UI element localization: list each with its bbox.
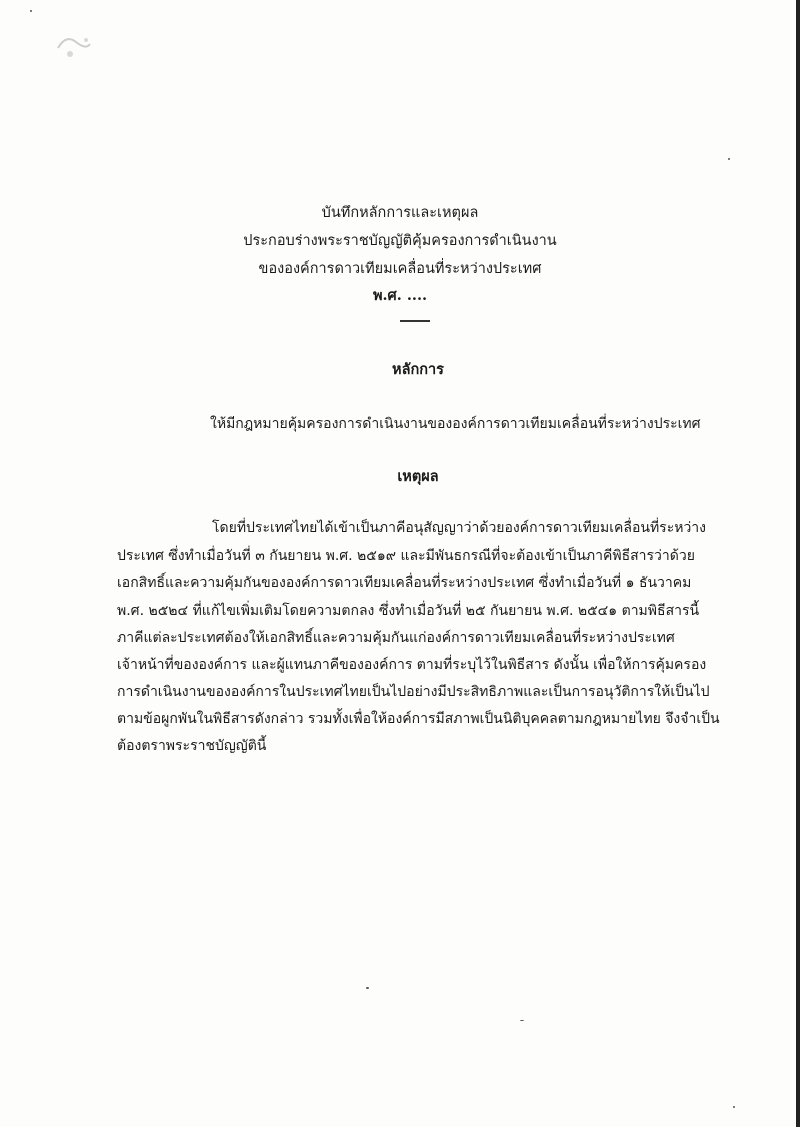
scan-speck — [733, 1106, 735, 1108]
reason-line: เจ้าหน้าที่ขององค์การ และผู้แทนภาคีขององค์การ ตามที่ระบุไว้ในพิธีสาร ดังนั้น เพื่อให้การคุ้มครอง — [117, 657, 707, 673]
reason-line: พ.ศ. ๒๕๒๔ ที่แก้ไขเพิ่มเติมโดยความตกลง ซึ่งทำเมื่อวันที่ ๒๕ กันยายน พ.ศ. ๒๕๔๑ ตามพิธีสารนี้ — [117, 603, 700, 619]
reason-line: ต้องตราพระราชบัญญัตินี้ — [117, 738, 267, 754]
scan-speck — [366, 987, 369, 989]
memo-subtitle-line-2: ขององค์การดาวเทียมเคลื่อนที่ระหว่างประเทศ — [258, 261, 542, 277]
memo-title: บันทึกหลักการและเหตุผล — [321, 205, 479, 221]
scan-speck — [728, 158, 730, 160]
reason-line: โดยที่ประเทศไทยได้เข้าเป็นภาคีอนุสัญญาว่าด้วยองค์การดาวเทียมเคลื่อนที่ระหว่าง — [212, 520, 706, 536]
principle-heading: หลักการ — [392, 361, 444, 378]
reason-line: การดำเนินงานขององค์การในประเทศไทยเป็นไปอย่างมีประสิทธิภาพและเป็นการอนุวัติการให้เป็นไป — [117, 684, 710, 700]
separator-dash — [400, 320, 430, 322]
memo-year: พ.ศ. .... — [372, 287, 428, 304]
reason-line: เอกสิทธิ์และความคุ้มกันขององค์การดาวเทียมเคลื่อนที่ระหว่างประเทศ ซึ่งทำเมื่อวันที่ ๑ ธันวาคม — [117, 575, 692, 591]
reason-line: ตามข้อผูกพันในพิธีสารดังกล่าว รวมทั้งเพื่อให้องค์การมีสภาพเป็นนิติบุคคลตามกฎหมายไทย จึงจำเป็น — [117, 711, 720, 727]
scan-speck — [520, 1020, 524, 1021]
scan-smudge — [48, 28, 108, 64]
principle-text: ให้มีกฎหมายคุ้มครองการดำเนินงานขององค์การดาวเทียมเคลื่อนที่ระหว่างประเทศ — [210, 416, 701, 432]
scan-speck — [30, 10, 32, 12]
memo-subtitle-line-1: ประกอบร่างพระราชบัญญัติคุ้มครองการดำเนินงาน — [243, 233, 557, 249]
reason-heading: เหตุผล — [397, 468, 439, 485]
scan-edge — [796, 0, 800, 1127]
reason-line: ภาคีแต่ละประเทศต้องให้เอกสิทธิ์และความคุ้มกันแก่องค์การดาวเทียมเคลื่อนที่ระหว่างประเทศ — [117, 630, 675, 646]
reason-line: ประเทศ ซึ่งทำเมื่อวันที่ ๓ กันยายน พ.ศ. ๒๕๑๙ และมีพันธกรณีที่จะต้องเข้าเป็นภาคีพิธีสารว่าด้วย — [117, 548, 695, 564]
